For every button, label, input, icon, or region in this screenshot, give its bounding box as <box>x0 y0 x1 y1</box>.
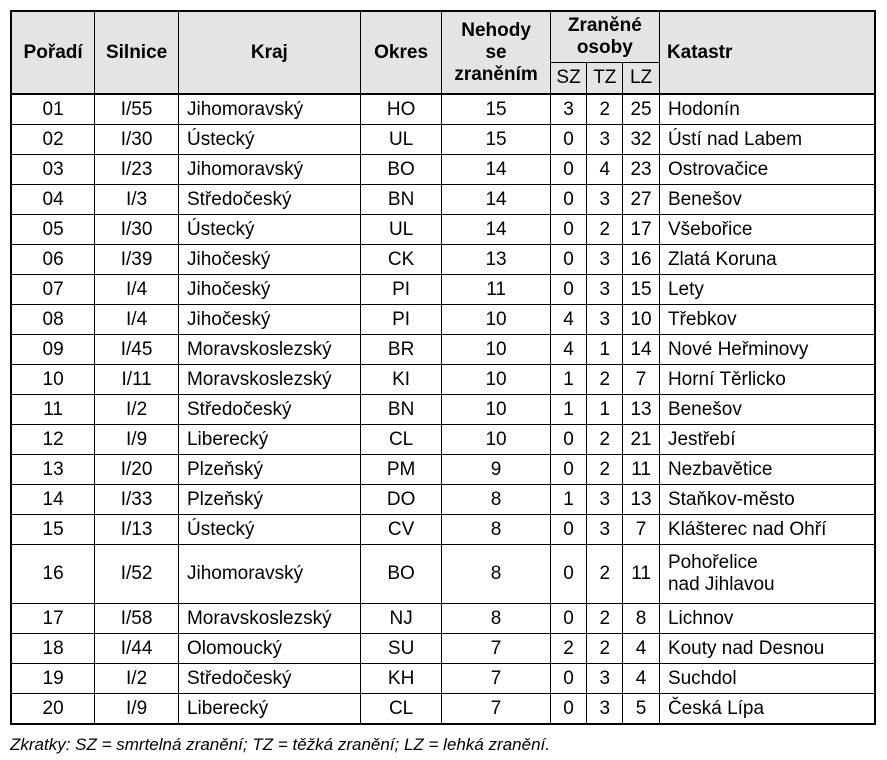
cell-nehody: 10 <box>442 395 550 425</box>
header-nehody-line2: se <box>485 41 507 63</box>
cell-sz: 2 <box>550 634 587 664</box>
cell-nehody: 15 <box>442 94 550 125</box>
cell-silnice: I/20 <box>95 455 179 485</box>
cell-katastr <box>659 545 875 604</box>
cell-lz: 10 <box>623 305 660 335</box>
cell-poradi: 15 <box>11 515 95 545</box>
cell-tz: 4 <box>587 155 623 185</box>
table-row <box>11 395 875 425</box>
cell-tz: 3 <box>587 305 623 335</box>
cell-silnice: I/9 <box>95 425 179 455</box>
header-sz: SZ <box>550 63 587 95</box>
cell-kraj: Ústecký <box>178 215 360 245</box>
cell-lz: 25 <box>623 94 660 125</box>
cell-tz: 3 <box>587 515 623 545</box>
table-row <box>11 125 875 155</box>
cell-lz: 7 <box>623 515 660 545</box>
table-row <box>11 664 875 694</box>
cell-sz: 0 <box>550 215 587 245</box>
cell-kraj: Ústecký <box>178 125 360 155</box>
cell-lz: 16 <box>623 245 660 275</box>
header-kraj: Kraj <box>178 11 360 94</box>
cell-sz: 0 <box>550 515 587 545</box>
cell-poradi: 20 <box>11 694 95 725</box>
cell-kraj: Moravskoslezský <box>178 335 360 365</box>
cell-nehody: 8 <box>442 604 550 634</box>
cell-poradi: 03 <box>11 155 95 185</box>
table-row <box>11 604 875 634</box>
cell-katastr: Benešov <box>659 395 875 425</box>
cell-lz: 17 <box>623 215 660 245</box>
cell-sz: 0 <box>550 604 587 634</box>
cell-sz: 0 <box>550 155 587 185</box>
cell-nehody: 14 <box>442 215 550 245</box>
cell-nehody: 8 <box>442 515 550 545</box>
cell-silnice: I/44 <box>95 634 179 664</box>
cell-lz: 5 <box>623 694 660 725</box>
cell-sz: 0 <box>550 694 587 725</box>
cell-sz: 0 <box>550 545 587 604</box>
cell-tz: 3 <box>587 125 623 155</box>
table-row <box>11 634 875 664</box>
cell-poradi: 16 <box>11 545 95 604</box>
cell-okres: KH <box>360 664 442 694</box>
cell-poradi: 08 <box>11 305 95 335</box>
table-body <box>11 94 875 724</box>
cell-silnice: I/2 <box>95 664 179 694</box>
cell-kraj: Jihomoravský <box>178 545 360 604</box>
table-row <box>11 694 875 725</box>
cell-tz: 3 <box>587 694 623 725</box>
cell-tz: 2 <box>587 365 623 395</box>
cell-silnice: I/39 <box>95 245 179 275</box>
cell-katastr: Jestřebí <box>659 425 875 455</box>
cell-silnice: I/2 <box>95 395 179 425</box>
cell-lz: 11 <box>623 545 660 604</box>
cell-nehody: 10 <box>442 305 550 335</box>
cell-poradi: 04 <box>11 185 95 215</box>
cell-lz: 21 <box>623 425 660 455</box>
cell-okres: CK <box>360 245 442 275</box>
cell-kraj: Jihomoravský <box>178 155 360 185</box>
cell-poradi: 12 <box>11 425 95 455</box>
cell-kraj: Liberecký <box>178 694 360 725</box>
cell-kraj: Moravskoslezský <box>178 365 360 395</box>
cell-sz: 0 <box>550 275 587 305</box>
cell-okres: PM <box>360 455 442 485</box>
cell-nehody: 7 <box>442 694 550 725</box>
cell-nehody: 10 <box>442 425 550 455</box>
cell-silnice: I/23 <box>95 155 179 185</box>
cell-tz: 2 <box>587 634 623 664</box>
header-nehody-line3: zraněním <box>454 63 538 85</box>
cell-tz: 2 <box>587 545 623 604</box>
cell-poradi: 14 <box>11 485 95 515</box>
cell-tz: 3 <box>587 664 623 694</box>
cell-katastr: Suchdol <box>659 664 875 694</box>
cell-sz: 0 <box>550 245 587 275</box>
cell-lz: 4 <box>623 634 660 664</box>
footnote-abbreviations: Zkratky: SZ = smrtelná zranění; TZ = těžká zranění; LZ = lehká zranění. <box>10 735 550 754</box>
cell-silnice: I/11 <box>95 365 179 395</box>
cell-kraj: Jihomoravský <box>178 94 360 125</box>
cell-lz: 11 <box>623 455 660 485</box>
cell-kraj: Moravskoslezský <box>178 604 360 634</box>
cell-tz: 2 <box>587 215 623 245</box>
cell-okres: CV <box>360 515 442 545</box>
cell-kraj: Jihočeský <box>178 275 360 305</box>
cell-katastr: Horní Těrlicko <box>659 365 875 395</box>
cell-okres: UL <box>360 215 442 245</box>
cell-sz: 4 <box>550 305 587 335</box>
cell-sz: 1 <box>550 395 587 425</box>
header-okres: Okres <box>360 11 442 94</box>
cell-nehody: 8 <box>442 545 550 604</box>
cell-nehody: 15 <box>442 125 550 155</box>
cell-okres: BR <box>360 335 442 365</box>
cell-tz: 3 <box>587 185 623 215</box>
cell-tz: 1 <box>587 395 623 425</box>
cell-lz: 13 <box>623 395 660 425</box>
table-row <box>11 545 875 604</box>
cell-kraj: Olomoucký <box>178 634 360 664</box>
header-nehody <box>442 11 550 94</box>
cell-katastr: Nezbavětice <box>659 455 875 485</box>
cell-poradi: 02 <box>11 125 95 155</box>
cell-tz: 2 <box>587 94 623 125</box>
cell-okres: BO <box>360 155 442 185</box>
cell-lz: 4 <box>623 664 660 694</box>
cell-okres: CL <box>360 425 442 455</box>
cell-silnice: I/52 <box>95 545 179 604</box>
cell-okres: CL <box>360 694 442 725</box>
cell-okres: KI <box>360 365 442 395</box>
cell-poradi: 07 <box>11 275 95 305</box>
cell-okres: PI <box>360 305 442 335</box>
cell-tz: 3 <box>587 275 623 305</box>
cell-silnice: I/55 <box>95 94 179 125</box>
cell-katastr: Lety <box>659 275 875 305</box>
cell-kraj: Středočeský <box>178 395 360 425</box>
cell-poradi: 11 <box>11 395 95 425</box>
table-row <box>11 515 875 545</box>
cell-nehody: 9 <box>442 455 550 485</box>
cell-katastr-line1: Pohořelice <box>667 552 758 573</box>
cell-poradi: 17 <box>11 604 95 634</box>
cell-sz: 0 <box>550 125 587 155</box>
cell-sz: 3 <box>550 94 587 125</box>
cell-tz: 1 <box>587 335 623 365</box>
cell-katastr: Všebořice <box>659 215 875 245</box>
cell-nehody: 13 <box>442 245 550 275</box>
cell-silnice: I/4 <box>95 305 179 335</box>
cell-silnice: I/30 <box>95 125 179 155</box>
cell-silnice: I/30 <box>95 215 179 245</box>
cell-tz: 2 <box>587 425 623 455</box>
cell-poradi: 01 <box>11 94 95 125</box>
cell-katastr: Česká Lípa <box>659 694 875 725</box>
table-row <box>11 155 875 185</box>
cell-katastr: Třebkov <box>659 305 875 335</box>
cell-poradi: 10 <box>11 365 95 395</box>
cell-silnice: I/33 <box>95 485 179 515</box>
cell-nehody: 11 <box>442 275 550 305</box>
cell-lz: 8 <box>623 604 660 634</box>
cell-kraj: Středočeský <box>178 664 360 694</box>
table-row <box>11 94 875 125</box>
cell-poradi: 13 <box>11 455 95 485</box>
cell-kraj: Jihočeský <box>178 305 360 335</box>
cell-poradi: 09 <box>11 335 95 365</box>
cell-silnice: I/3 <box>95 185 179 215</box>
cell-sz: 0 <box>550 185 587 215</box>
cell-lz: 32 <box>623 125 660 155</box>
cell-tz: 2 <box>587 604 623 634</box>
cell-kraj: Plzeňský <box>178 485 360 515</box>
header-silnice: Silnice <box>95 11 179 94</box>
cell-katastr: Hodonín <box>659 94 875 125</box>
cell-lz: 7 <box>623 365 660 395</box>
table-row <box>11 455 875 485</box>
cell-poradi: 18 <box>11 634 95 664</box>
header-lz: LZ <box>623 63 660 95</box>
cell-tz: 3 <box>587 245 623 275</box>
cell-okres: NJ <box>360 604 442 634</box>
cell-lz: 23 <box>623 155 660 185</box>
cell-kraj: Liberecký <box>178 425 360 455</box>
cell-silnice: I/9 <box>95 694 179 725</box>
cell-okres: BN <box>360 395 442 425</box>
cell-katastr: Ostrovačice <box>659 155 875 185</box>
cell-nehody: 10 <box>442 335 550 365</box>
cell-katastr: Staňkov-město <box>659 485 875 515</box>
cell-okres: BO <box>360 545 442 604</box>
header-katastr: Katastr <box>659 11 875 94</box>
cell-sz: 1 <box>550 365 587 395</box>
cell-nehody: 8 <box>442 485 550 515</box>
cell-silnice: I/4 <box>95 275 179 305</box>
cell-okres: HO <box>360 94 442 125</box>
cell-okres: PI <box>360 275 442 305</box>
cell-katastr: Zlatá Koruna <box>659 245 875 275</box>
cell-katastr-line2: nad Jihlavou <box>667 574 775 595</box>
cell-lz: 13 <box>623 485 660 515</box>
accident-table <box>10 10 876 725</box>
cell-okres: BN <box>360 185 442 215</box>
cell-kraj: Středočeský <box>178 185 360 215</box>
cell-sz: 0 <box>550 425 587 455</box>
cell-silnice: I/13 <box>95 515 179 545</box>
table-row <box>11 215 875 245</box>
header-poradi: Pořadí <box>11 11 95 94</box>
table-container <box>10 10 876 725</box>
table-row <box>11 485 875 515</box>
table-row <box>11 185 875 215</box>
cell-silnice: I/45 <box>95 335 179 365</box>
cell-poradi: 19 <box>11 664 95 694</box>
header-row <box>11 11 875 63</box>
cell-katastr: Lichnov <box>659 604 875 634</box>
table-row <box>11 305 875 335</box>
table-row <box>11 275 875 305</box>
cell-poradi: 05 <box>11 215 95 245</box>
header-zranene-line1: Zraněné <box>567 15 642 36</box>
table-header <box>11 11 875 94</box>
cell-lz: 27 <box>623 185 660 215</box>
header-zranene-line2: osoby <box>576 37 633 58</box>
cell-nehody: 7 <box>442 664 550 694</box>
cell-nehody: 10 <box>442 365 550 395</box>
cell-katastr: Benešov <box>659 185 875 215</box>
cell-kraj: Ústecký <box>178 515 360 545</box>
cell-katastr: Kouty nad Desnou <box>659 634 875 664</box>
cell-tz: 3 <box>587 485 623 515</box>
cell-katastr: Klášterec nad Ohří <box>659 515 875 545</box>
cell-lz: 14 <box>623 335 660 365</box>
cell-sz: 4 <box>550 335 587 365</box>
table-row <box>11 335 875 365</box>
cell-okres: SU <box>360 634 442 664</box>
cell-sz: 0 <box>550 455 587 485</box>
header-nehody-line1: Nehody <box>461 19 531 41</box>
cell-nehody: 7 <box>442 634 550 664</box>
cell-okres: UL <box>360 125 442 155</box>
cell-sz: 0 <box>550 664 587 694</box>
cell-poradi: 06 <box>11 245 95 275</box>
cell-katastr: Ústí nad Labem <box>659 125 875 155</box>
table-row <box>11 365 875 395</box>
cell-katastr: Nové Heřminovy <box>659 335 875 365</box>
header-tz: TZ <box>587 63 623 95</box>
cell-nehody: 14 <box>442 155 550 185</box>
table-row <box>11 425 875 455</box>
cell-kraj: Jihočeský <box>178 245 360 275</box>
cell-kraj: Plzeňský <box>178 455 360 485</box>
cell-lz: 15 <box>623 275 660 305</box>
cell-tz: 2 <box>587 455 623 485</box>
cell-sz: 1 <box>550 485 587 515</box>
table-row <box>11 245 875 275</box>
header-zranene-osoby <box>550 11 659 63</box>
cell-okres: DO <box>360 485 442 515</box>
cell-silnice: I/58 <box>95 604 179 634</box>
cell-nehody: 14 <box>442 185 550 215</box>
